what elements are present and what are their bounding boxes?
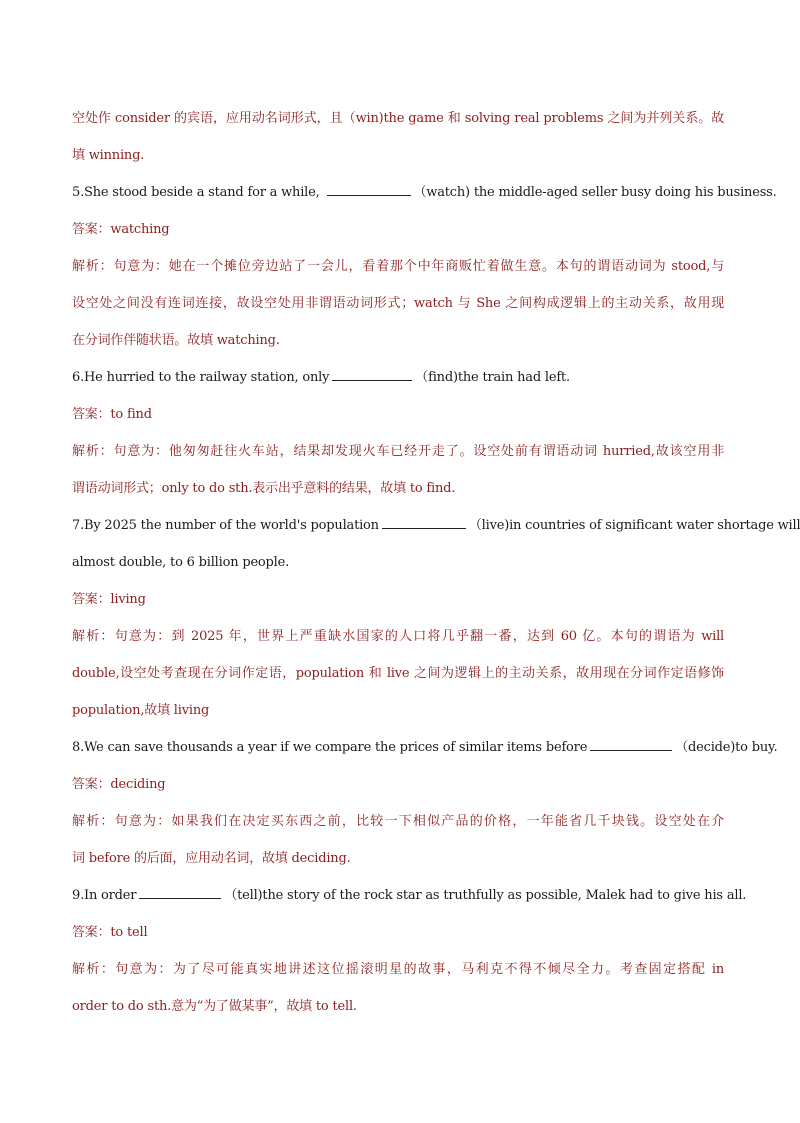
explanation-5-line-2: 设空处之间没有连词连接，故设空处用非谓语动词形式；watch 与 She 之间构成逻辑上的主动关系，故用现: [72, 296, 724, 311]
question-9: [72, 877, 747, 914]
answer-blank-7[interactable]: [382, 517, 466, 529]
explanation-4-line-2: 填 winning.: [72, 148, 145, 163]
question-6-text-before: 6.He hurried to the railway station, only: [72, 370, 330, 385]
explanation-5-line-3: 在分词作伴随状语。故填 watching.: [72, 333, 280, 348]
answer-blank-8[interactable]: [590, 739, 672, 751]
answer-blank-6[interactable]: [332, 369, 412, 381]
question-7-text-before: 7.By 2025 the number of the world's population: [72, 518, 379, 533]
question-8-text-before: 8.We can save thousands a year if we compare the prices of similar items before: [72, 740, 588, 755]
answer-5: 答案：watching: [72, 222, 170, 237]
question-9-text-after: （tell)the story of the rock star as truthfully as possible, Malek had to give his all.: [224, 888, 747, 903]
question-7: [72, 507, 800, 544]
question-6-text-after: （find)the train had left.: [415, 370, 570, 385]
document-content: [72, 100, 800, 1025]
explanation-7-line-1: 解析：句意为：到 2025 年，世界上严重缺水国家的人口将几乎翻一番，达到 60 亿。本句的谓语为 will: [72, 629, 724, 644]
answer-blank-9[interactable]: [139, 887, 221, 899]
explanation-6-line-1: 解析：句意为：他匆匆赶往火车站，结果却发现火车已经开走了。设空处前有谓语动词 hurried,故该空用非: [72, 444, 724, 459]
explanation-5-line-1: 解析：句意为：她在一个摊位旁边站了一会儿，看着那个中年商贩忙着做生意。本句的谓语动词为 stood,与: [72, 259, 724, 274]
question-5-text-after: （watch) the middle-aged seller busy doing his business.: [413, 185, 777, 200]
explanation-7-line-2: double,设空处考查现在分词作定语，population 和 live 之间为逻辑上的主动关系，故用现在分词作定语修饰: [72, 666, 724, 681]
question-5: [72, 174, 777, 211]
explanation-9-line-1: 解析：句意为：为了尽可能真实地讲述这位摇滚明星的故事，马利克不得不倾尽全力。考查固定搭配 in: [72, 962, 724, 977]
answer-8: 答案：deciding: [72, 777, 166, 792]
answer-9: 答案：to tell: [72, 925, 148, 940]
question-7-line-2: almost double, to 6 billion people.: [72, 555, 290, 570]
answer-7: 答案：living: [72, 592, 146, 607]
explanation-8-line-1: 解析：句意为：如果我们在决定买东西之前，比较一下相似产品的价格，一年能省几千块钱。设空处在介: [72, 814, 724, 829]
question-5-text-before: 5.She stood beside a stand for a while,: [72, 185, 324, 200]
question-6: [72, 359, 724, 396]
answer-6: 答案：to find: [72, 407, 152, 422]
answer-blank-5[interactable]: [327, 184, 411, 196]
explanation-7-line-3: population,故填 living: [72, 703, 210, 718]
question-8-text-after: （decide)to buy.: [675, 740, 778, 755]
question-9-text-before: 9.In order: [72, 888, 137, 903]
question-7-text-after: （live)in countries of significant water shortage will: [468, 518, 800, 533]
explanation-4-line-1: 空处作 consider 的宾语，应用动名词形式，且（win)the game 和 solving real problems 之间为并列关系。故: [72, 111, 724, 126]
explanation-9-line-2: order to do sth.意为“为了做某事”，故填 to tell.: [72, 999, 357, 1014]
explanation-8-line-2: 词 before 的后面，应用动名词，故填 deciding.: [72, 851, 351, 866]
explanation-6-line-2: 谓语动词形式；only to do sth.表示出乎意料的结果，故填 to find.: [72, 481, 456, 496]
question-8: [72, 729, 778, 766]
